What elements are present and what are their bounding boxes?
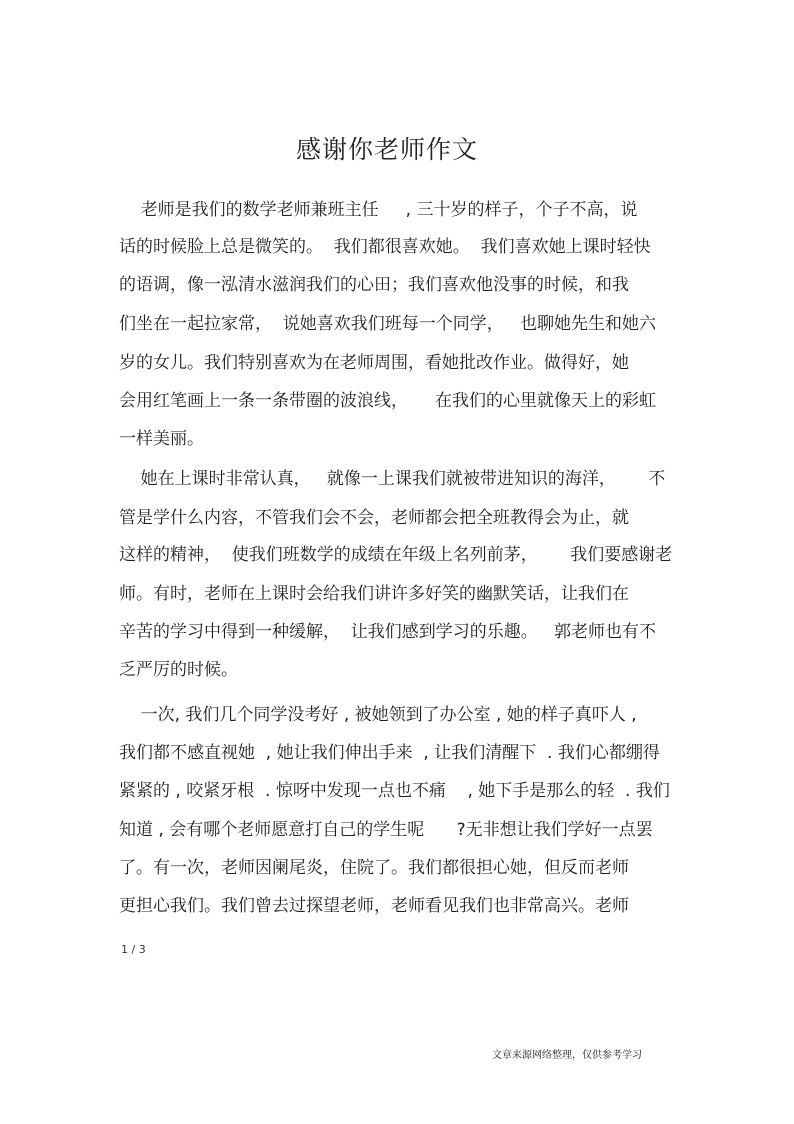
text-line: 我们都不感直视她 , 她让我们伸出手来 , 让我们清醒下 . 我们心都绷得	[119, 743, 660, 763]
text-line: 话的时候脸上总是微笑的。 我们都很喜欢她。 我们喜欢她上课时轻快	[119, 237, 651, 257]
text-line: 知道 , 会有哪个老师愿意打自己的学生呢 ?无非想让我们学好一点罢	[119, 820, 653, 840]
text-line: 们坐在一起拉家常， 说她喜欢我们班每一个同学， 也聊她先生和她六	[119, 314, 657, 334]
text-line: 一次, 我们几个同学没考好 , 被她领到了办公室 , 她的样子真吓人 ,	[119, 705, 637, 725]
text-line: 紧紧的 , 咬紧牙根 . 惊呀中发现一点也不痛 , 她下手是那么的轻 . 我们	[119, 781, 670, 801]
text-line: 师。有时，老师在上课时会给我们讲许多好笑的幽默笑话，让我们在	[119, 584, 629, 604]
text-line: 乏严厉的时候。	[119, 660, 238, 680]
text-line: 更担心我们。我们曾去过探望老师，老师看见我们也非常高兴。老师	[119, 896, 629, 916]
text-line: 了。有一次，老师因阑尾炎，住院了。我们都很担心她，但反而老师	[119, 858, 629, 878]
text-line: 老师是我们的数学老师兼班主任 , 三十岁的样子，个子不高，说	[119, 200, 638, 220]
text-line: 的语调，像一泓清水滋润我们的心田；我们喜欢他没事的时候，和我	[119, 275, 629, 295]
text-line: 她在上课时非常认真， 就像一上课我们就被带进知识的海洋， 不	[119, 469, 666, 489]
page-title: 感谢你老师作文	[295, 135, 478, 164]
text-line: 一样美丽。	[119, 429, 204, 449]
text-line: 岁的女儿。我们特别喜欢为在老师周围，看她批改作业。做得好，她	[119, 353, 629, 373]
text-line: 会用红笔画上一条一条带圈的波浪线， 在我们的心里就像天上的彩虹	[119, 391, 657, 411]
text-line: 管是学什么内容，不管我们会不会，老师都会把全班教得会为止，就	[119, 508, 629, 528]
page-number: 1 / 3	[121, 943, 146, 956]
text-line: 这样的精神， 使我们班数学的成绩在年级上名列前茅， 我们要感谢老	[119, 545, 673, 565]
footer-note: 文章来源网络整理，仅供参考学习	[492, 1050, 642, 1061]
text-line: 辛苦的学习中得到一种缓解， 让我们感到学习的乐趣。 郭老师也有不	[119, 622, 657, 642]
